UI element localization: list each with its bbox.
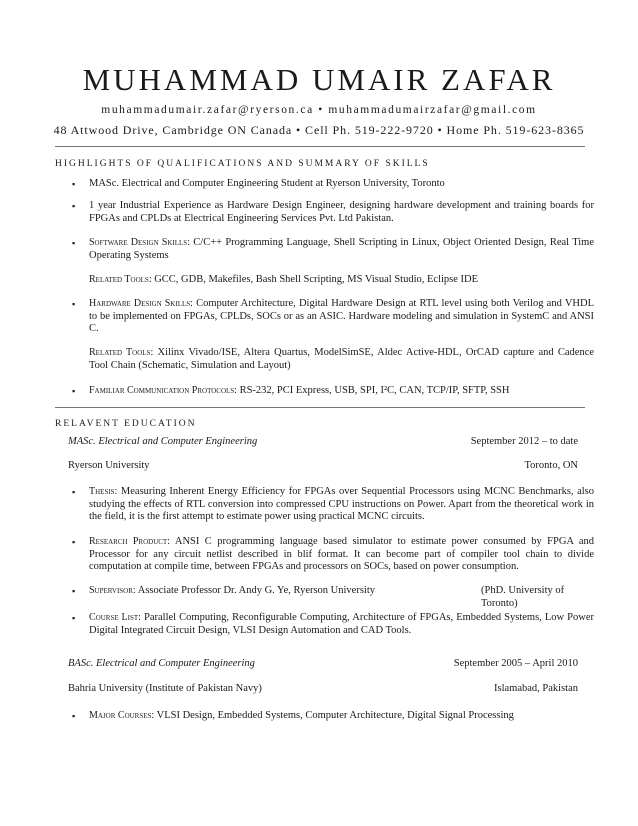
hardware-tools: [89, 347, 594, 372]
hardware-tools-label: Related Tools:: [89, 347, 154, 358]
software-skills: [89, 237, 594, 262]
basc-location: Islamabad, Pakistan: [494, 683, 578, 694]
software-tools-text: GCC, GDB, Makefiles, Bash Shell Scripting, MS Visual Studio, Eclipse IDE: [154, 274, 479, 285]
software-tools-label: Related Tools:: [89, 274, 152, 285]
divider: [55, 146, 585, 147]
section-title-highlights: HIGHLIGHTS OF QUALIFICATIONS AND SUMMARY OF SKILLS: [55, 159, 430, 169]
basc-header: [68, 658, 578, 669]
hardware-skills-label: Hardware Design Skills:: [89, 298, 193, 309]
bullet: ▪: [72, 586, 76, 596]
course-list: [89, 612, 594, 637]
address-line: 48 Attwood Drive, Cambridge ON Canada • Cell Ph. 519-222-9720 • Home Ph. 519-623-8365: [53, 123, 585, 137]
basc-degree: BASc. Electrical and Computer Engineering: [68, 658, 255, 669]
hardware-tools-text: Xilinx Vivado/ISE, Altera Quartus, ModelSimSE, Aldec Active-HDL, OrCAD capture and Cadence Tool Chain (Schematic, Simulation and Layout): [89, 347, 595, 371]
software-skills-text: C/C++ Programming Language, Shell Scripting in Linux, Object Oriented Design, Real Time Operating Systems: [89, 237, 594, 261]
software-skills-label: Software Design Skills:: [89, 237, 190, 248]
masc-school-row: [68, 460, 578, 471]
bullet: ▪: [72, 201, 76, 211]
protocols-label: Familiar Communication Protocols:: [89, 385, 237, 396]
research-text: ANSI C programming language based simulator to estimate power consumed by FPGA and Processor for any circuit netlist described in blif format. It can become part of compiler tool chain to divide computation at compile time, between FPGAs and processors on SOCs, based on power consumption.: [89, 536, 595, 572]
bullet: ▪: [72, 711, 76, 721]
course-list-text: Parallel Computing, Reconfigurable Computing, Architecture of FPGAs, Embedded Systems, Low Power Digital Integrated Circuit Design, VLSI Design Automation and CAD Tools.: [89, 612, 594, 636]
major-courses-label: Major Courses:: [89, 710, 155, 721]
masc-location: Toronto, ON: [524, 460, 578, 471]
masc-school: Ryerson University: [68, 460, 150, 471]
major-courses-text: VLSI Design, Embedded Systems, Computer Architecture, Digital Signal Processing: [156, 710, 514, 721]
thesis: [89, 486, 594, 524]
course-list-label: Course List:: [89, 612, 141, 623]
masc-dates: September 2012 – to date: [470, 436, 578, 447]
bullet: ▪: [72, 238, 76, 248]
divider: [55, 407, 585, 408]
highlight-item: MASc. Electrical and Computer Engineering Student at Ryerson University, Toronto: [89, 178, 445, 189]
section-title-education: RELAVENT EDUCATION: [55, 419, 197, 429]
bullet: ▪: [72, 179, 76, 189]
bullet: ▪: [72, 487, 76, 497]
supervisor-note: (PhD. University of Toronto): [481, 585, 565, 609]
hardware-skills: [89, 298, 594, 336]
thesis-label: Thesis:: [89, 486, 118, 497]
masc-degree: MASc. Electrical and Computer Engineering: [68, 436, 258, 447]
protocols-text: RS-232, PCI Express, USB, SPI, I²C, CAN, TCP/IP, SFTP, SSH: [239, 385, 510, 396]
basc-school: Bahria University (Institute of Pakistan Navy): [68, 683, 262, 694]
software-tools: [89, 274, 594, 287]
highlight-item: 1 year Industrial Experience as Hardware Design Engineer, designing hardware development and training boards for FPGAs and CPLDs at Electrical Engineering Services Pvt. Ltd Pakistan.: [89, 200, 594, 224]
protocols: [89, 385, 594, 398]
basc-dates: September 2005 – April 2010: [453, 658, 578, 669]
bullet: ▪: [72, 386, 76, 396]
research-label: Research Product:: [89, 536, 170, 547]
supervisor-label: Supervisor:: [89, 585, 136, 596]
thesis-text: Measuring Inherent Energy Efficiency for FPGAs over Sequential Processors using MCNC Benchmarks, also studying the effects of RTL conversion into compressed CPU instructions on Power. Apart from the theoretical work in the field, it is the first attempt to estimate power using practical MCNC circuits.: [89, 486, 595, 522]
basc-school-row: [68, 683, 578, 694]
bullet: ▪: [72, 299, 76, 309]
hardware-skills-text: Computer Architecture, Digital Hardware Design at RTL level using both Verilog and VHDL to be implemented on FPGAs, CPLDs, SOCs or as an ASIC. Hardware modeling and simulation in SystemC and ANSI C.: [89, 298, 594, 334]
bullet: ▪: [72, 537, 76, 547]
masc-header: [68, 436, 578, 447]
supervisor: [89, 585, 594, 609]
candidate-name: MUHAMMAD UMAIR ZAFAR: [82, 62, 556, 97]
research-product: [89, 536, 594, 574]
supervisor-text: Associate Professor Dr. Andy G. Ye, Ryerson University: [137, 585, 376, 596]
email-line: muhammadumair.zafar@ryerson.ca • muhammadumairzafar@gmail.com: [101, 104, 537, 116]
major-courses: [89, 710, 594, 723]
bullet: ▪: [72, 613, 76, 623]
